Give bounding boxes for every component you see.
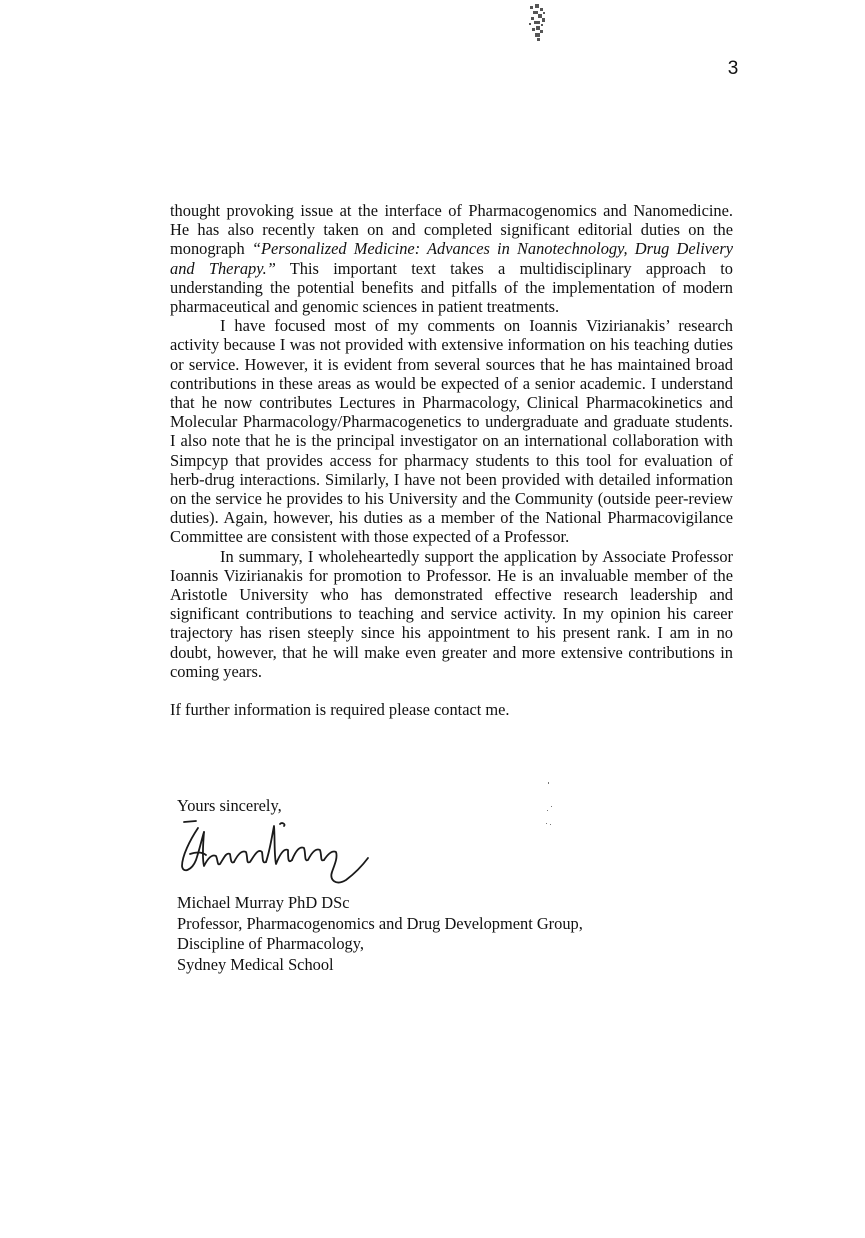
letter-body [170, 201, 733, 719]
signatory-name: Michael Murray PhD DSc [177, 893, 350, 912]
signatory-discipline: Discipline of Pharmacology, [177, 934, 364, 954]
paragraph-editorial-text: thought provoking issue at the interface of Pharmacogenomics and Nanomedicine. He has also recently taken on and completed significant editorial duties on the monograph [170, 201, 733, 259]
signatory-position: Professor, Pharmacogenomics and Drug Development Group, [177, 913, 583, 933]
signature-block [177, 893, 583, 975]
monograph-title: “Personalized Medicine: Advances in Nanotechnology, Drug Delivery and Therapy.” [170, 239, 733, 278]
signatory-school: Sydney Medical School [177, 954, 334, 974]
handwritten-signature [176, 818, 372, 890]
paragraph-editorial [170, 201, 733, 316]
paragraph-summary: In summary, I wholeheartedly support the application by Associate Professor Ioannis Vizirianakis for promotion to Professor. He is an invaluable member of the Aristotle University who has demonstrated effective research leadership and significant contributions to teaching and service activity. In my opinion his career trajectory has risen steeply since his appointment to his present rank. I am in no doubt, however, that he will make even greater and more extensive contributions in coming years. [170, 546, 733, 681]
page-number: 3 [727, 58, 739, 79]
sign-off: Yours sincerely, [177, 796, 282, 815]
scan-specks [540, 780, 560, 830]
paragraph-teaching-service: I have focused most of my comments on Ioannis Vizirianakis’ research activity because I was not provided with extensive information on his teaching duties or service. However, it is evident from several sources that he has maintained broad contributions in these areas as would be expected of a senior academic. I understand that he now contributes Lectures in Pharmacology, Clinical Pharmacokinetics and Molecular Pharmacology/Pharmacogenetics to undergraduate and graduate students. I also note that he is the principal investigator on an international collaboration with Simpcyp that provides access for pharmacy students to this tool for evaluation of herb-drug interactions. Similarly, I have not been provided with detailed information on the service he provides to his University and the Community (outside peer-review duties). Again, however, his duties as a member of the National Pharmacovigilance Committee are consistent with those expected of a Professor. [170, 316, 733, 547]
paragraph-contact: If further information is required please contact me. [170, 700, 510, 720]
scan-artifact-mark [524, 2, 554, 46]
paragraph-editorial-text-end: This important text takes a multidisciplinary approach to understanding the potential benefits and pitfalls of the implementation of modern pharmaceutical and genomic sciences in patient treatments. [170, 258, 733, 317]
